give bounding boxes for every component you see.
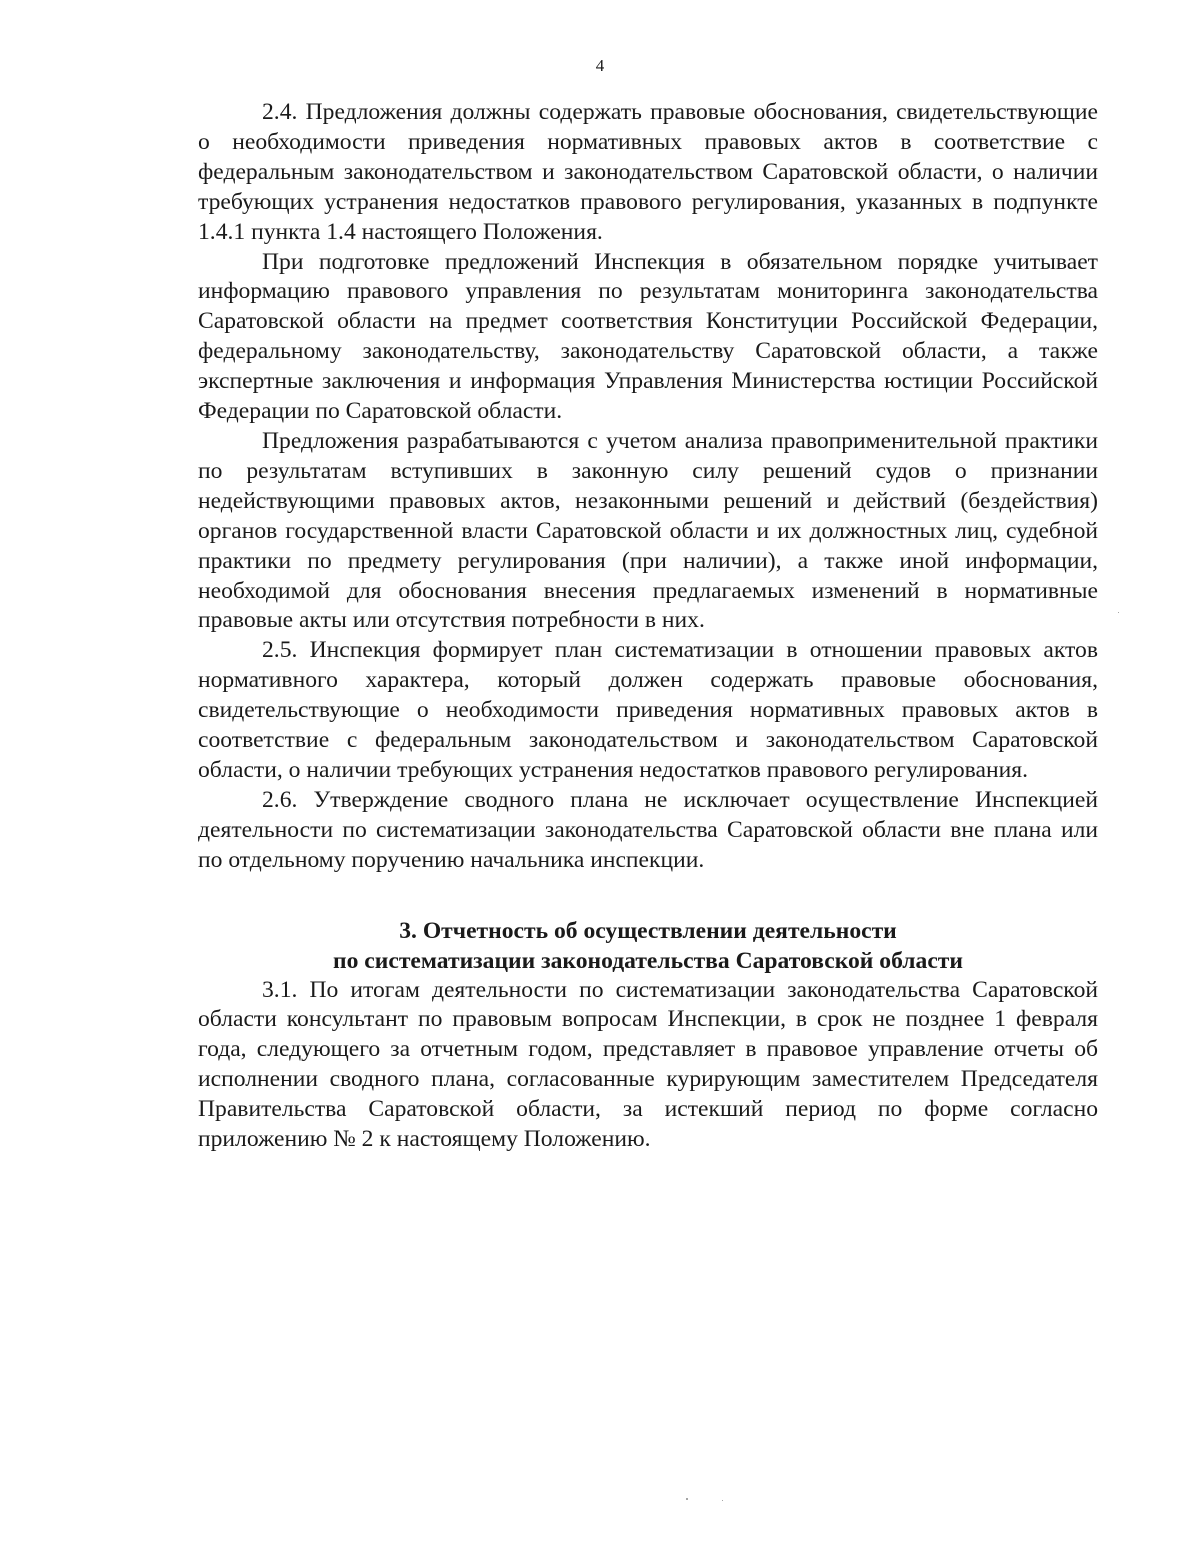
paragraph-2-4: 2.4. Предложения должны содержать правовые обоснования, свидетельствующие о необходимости приведения нормативных правовых актов в соответствие с федеральным законодательством и законодательством Саратовской области, о наличии требующих устранения недостатков правового регулирования, указанных в подпункте 1.4.1 пункта 1.4 настоящего Положения. bbox=[198, 99, 1098, 245]
section-3-heading bbox=[198, 916, 1098, 976]
section-3-heading-line-2: по систематизации законодательства Саратовской области bbox=[333, 947, 963, 974]
scan-speck bbox=[686, 1498, 688, 1500]
paragraph-preparation: При подготовке предложений Инспекция в обязательном порядке учитывает информацию правового управления по результатам мониторинга законодательства Саратовской области на предмет соответствия Конституции Российской Федерации, федеральному законодательству, законодательству Саратовской области, а также экспертные заключения и информация Управления Министерства юстиции Российской Федерации по Саратовской области. bbox=[198, 248, 1098, 425]
paragraph-3-1: 3.1. По итогам деятельности по систематизации законодательства Саратовской области консультант по правовым вопросам Инспекции, в срок не позднее 1 февраля года, следующего за отчетным годом, представляет в правовое управление отчеты об исполнении сводного плана, согласованные курирующим заместителем Председателя Правительства Саратовской области, за истекший период по форме согласно приложению № 2 к настоящему Положению. bbox=[198, 976, 1098, 1153]
paragraph-2-5: 2.5. Инспекция формирует план систематизации в отношении правовых актов нормативного характера, который должен содержать правовые обоснования, свидетельствующие о необходимости приведения нормативных правовых актов в соответствие с федеральным законодательством и законодательством Саратовской области, о наличии требующих устранения недостатков правового регулирования. bbox=[198, 637, 1098, 783]
paragraph-analysis: Предложения разрабатываются с учетом анализа правоприменительной практики по результатам вступивших в законную силу решений судов о признании недействующими правовых актов, незаконными решений и действий (бездействия) органов государственной власти Саратовской области и их должностных лиц, судебной практики по предмету регулирования (при наличии), а также иной информации, необходимой для обоснования внесения предлагаемых изменений в нормативные правовые акты или отсутствия потребности в них. bbox=[198, 427, 1098, 634]
page-number: 4 bbox=[595, 56, 605, 75]
paragraph-2-6: 2.6. Утверждение сводного плана не исключает осуществление Инспекцией деятельности по систематизации законодательства Саратовской области вне плана или по отдельному поручению начальника инспекции. bbox=[198, 786, 1098, 873]
scan-speck bbox=[722, 1500, 723, 1501]
scan-speck bbox=[1118, 612, 1119, 613]
document-body bbox=[198, 98, 1098, 1155]
section-3-heading-line-1: 3. Отчетность об осуществлении деятельности bbox=[399, 917, 897, 944]
